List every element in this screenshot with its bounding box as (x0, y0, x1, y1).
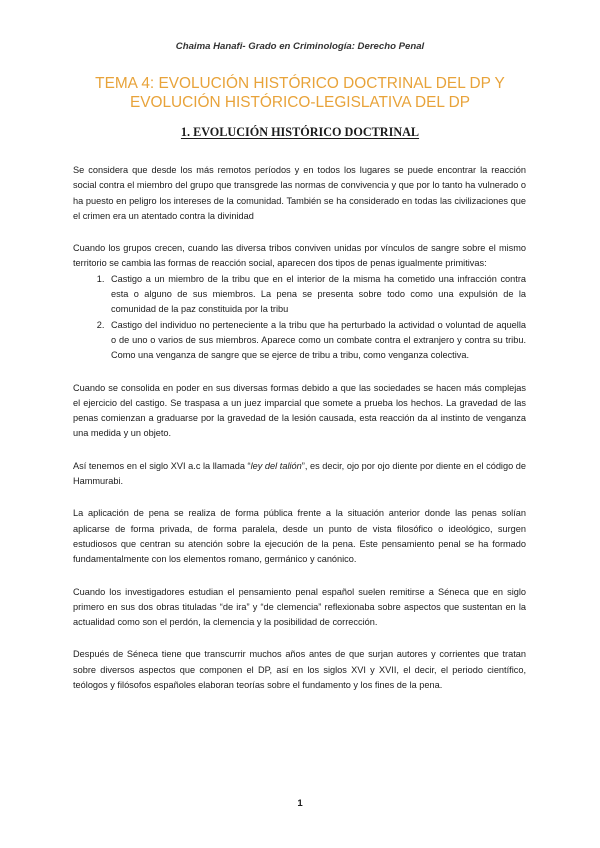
section-heading-text: 1. EVOLUCIÓN HISTÓRICO DOCTRINAL (180, 125, 420, 139)
document-title (60, 74, 540, 112)
paragraph-7: Después de Séneca tiene que transcurrir muchos años antes de que surjan autores y corrientes que tratan sobre diversos aspectos que componen el DP, así en los siglos XVI y XVII, el decir, el periodo científico, teólogos y filósofos españoles elaboran teorías sobre el fundamento y los fines de la pena. (73, 649, 526, 691)
title-line-2: EVOLUCIÓN HISTÓRICO-LEGISLATIVA DEL DP (129, 94, 471, 111)
paragraph-4-text-end: ”, es decir, ojo por ojo diente por diente en el código de Hammurabi. (73, 460, 526, 487)
section-heading (0, 125, 600, 140)
paragraph-3: Cuando se consolida en poder en sus diversas formas debido a que las sociedades se hacen más complejas el ejercicio del castigo. Se traspasa a un juez imparcial que somete a prueba los hechos. La gravedad de las penas comienzan a graduarse por la gravedad de la lesión causada, esta reacción da al instinto de venganza una medida y un objeto. (73, 382, 526, 439)
list-item: 2. Castigo del individuo no perteneciente a la tribu que ha perturbado la actividad o voluntad de aquella o de uno o varios de sus miembros. Aparece como un combate contra el extranjero y contra su tribu. Como una venganza de sangre que se ejerce de tribu a tribu, como venganza colectiva. (107, 318, 526, 364)
paragraph-4 (73, 459, 526, 490)
paragraph-4-text: Así tenemos en el siglo XVI a.c la llamada “ (73, 460, 251, 471)
paragraph-1: Se considera que desde los más remotos períodos y en todos los lugares se puede encontrar la reacción social contra el miembro del grupo que transgrede las normas de convivencia y que por lo tanto ha vulnerado o ha puesto en peligro los intereses de la comunidad. También se ha considerado en todas las civilizaciones que el crimen era un atentado contra la divinidad (73, 165, 526, 221)
paragraph-6: Cuando los investigadores estudian el pensamiento penal español suelen remitirse a Séneca que en siglo primero en sus dos obras tituladas “de ira” y “de clemencia” reflexionaba sobre aspectos que sustentan en la actualidad como son el perdón, la clemencia y la posibilidad de corrección. (73, 586, 526, 628)
paragraph-5: La aplicación de pena se realiza de forma pública frente a la situación anterior donde las penas solían aplicarse de forma privada, de forma paralela, desde un punto de vista filosófico o ideológico, surgen estudiosos que centran su atención sobre la ejecución de la pena. Este pensamiento penal se ha formado fundamentalmente con los elementos romano, germánico y canónico. (73, 508, 526, 565)
page-header: Chaima Hanafi- Grado en Criminología: Derecho Penal (175, 41, 425, 52)
paragraph-4-italic: ley del talión (250, 460, 302, 471)
penalty-types-list (73, 272, 526, 364)
title-line-1: TEMA 4: EVOLUCIÓN HISTÓRICO DOCTRINAL DEL DP Y (95, 75, 505, 92)
paragraph-2: Cuando los grupos crecen, cuando las diversa tribos conviven unidas por vínculos de sangre sobre el mismo territorio se cambia las formas de reacción social, aparecen dos tipos de penas igualmente primitivas: (73, 243, 526, 269)
list-item: 1. Castigo a un miembro de la tribu que en el interior de la misma ha cometido una infracción contra esta o alguno de sus miembros. La pena se presenta sobre todo como una expulsión de la comunidad de la paz constituida por la tribu (107, 272, 526, 318)
page-number: 1 (297, 798, 303, 809)
body-content (73, 163, 526, 710)
